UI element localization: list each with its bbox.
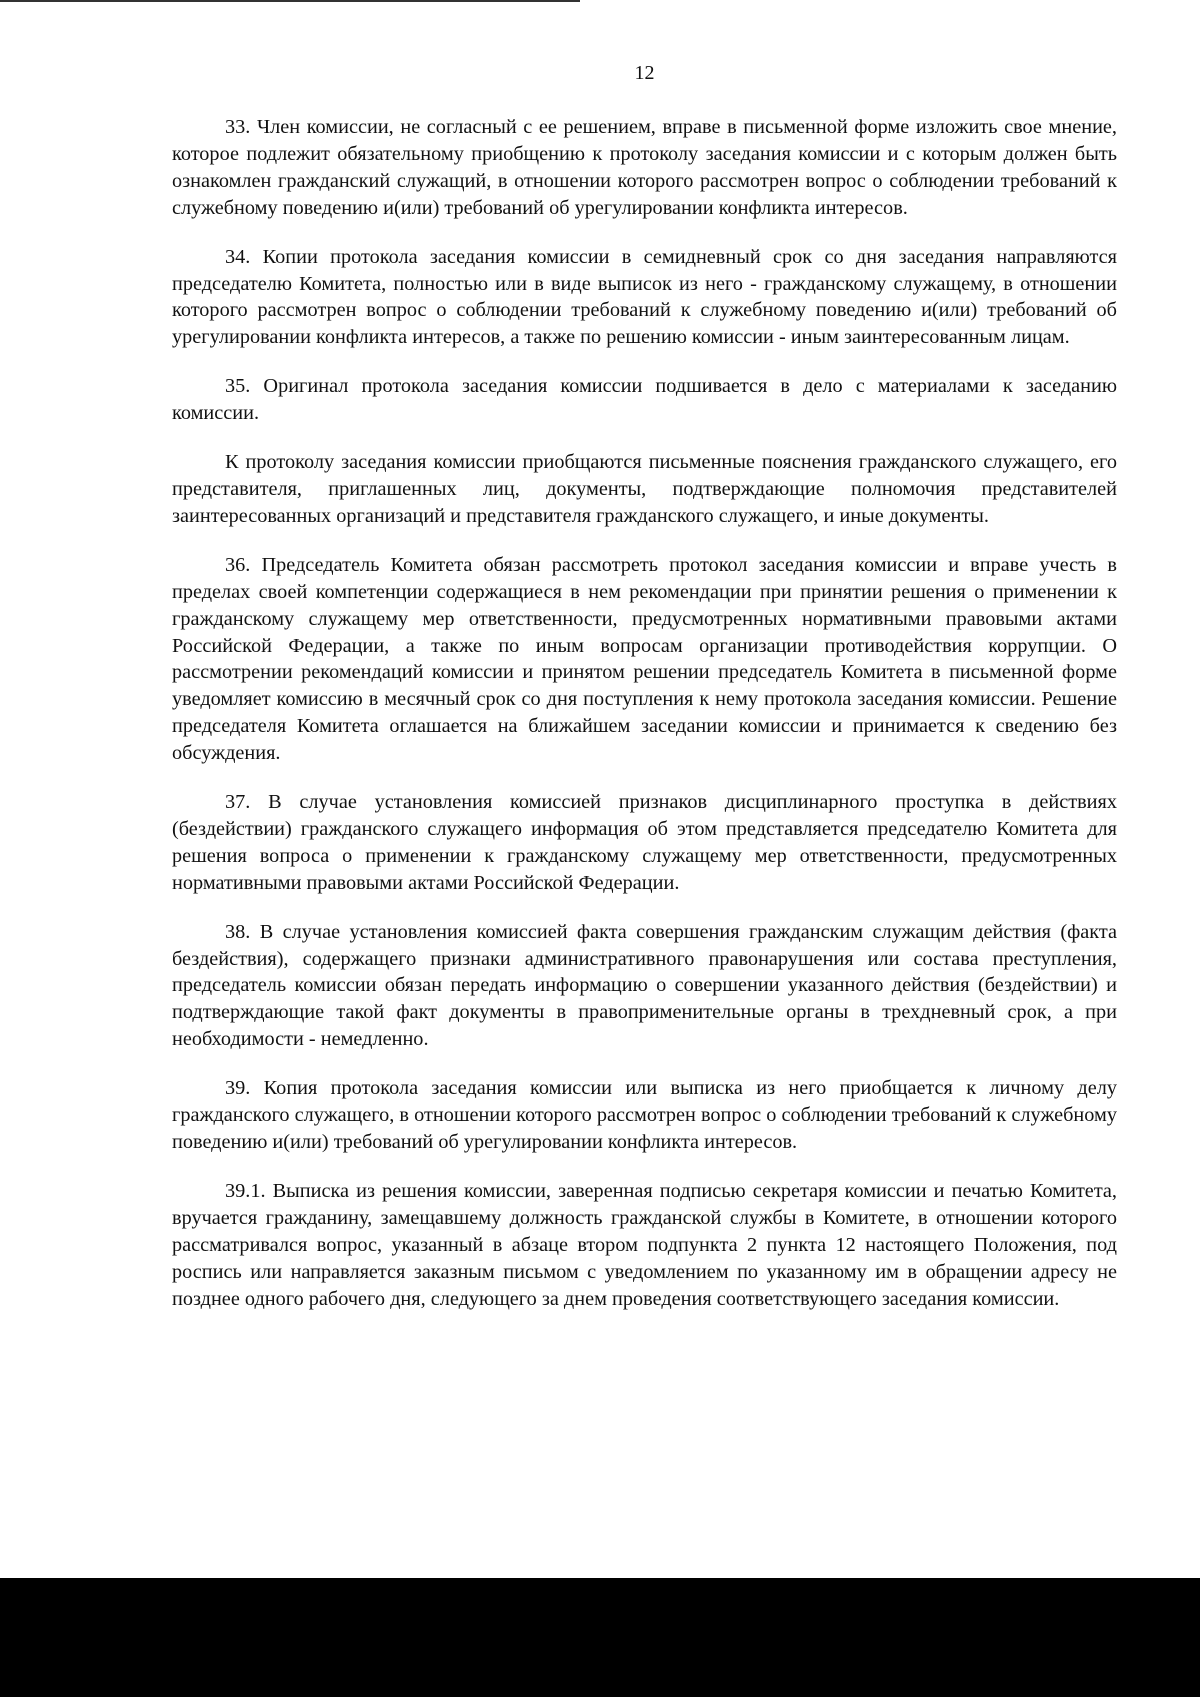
document-page bbox=[172, 60, 1117, 1334]
scan-bottom-band bbox=[0, 1578, 1200, 1697]
paragraph-36: 36. Председатель Комитета обязан рассмотреть протокол заседания комиссии и вправе учесть в пределах своей компетенции содержащиеся в нем рекомендации при принятии решения о применении к гражданскому служащему мер ответственности, предусмотренных нормативными правовыми актами Российской Федерации, а также по иным вопросам организации противодействия коррупции. О рассмотрении рекомендаций комиссии и принятом решении председатель Комитета в письменной форме уведомляет комиссию в месячный срок со дня поступления к нему протокола заседания комиссии. Решение председателя Комитета оглашается на ближайшем заседании комиссии и принимается к сведению без обсуждения. bbox=[172, 553, 1117, 765]
paragraph-34: 34. Копии протокола заседания комиссии в семидневный срок со дня заседания направляются председателю Комитета, полностью или в виде выписок из него - гражданскому служащему, в отношении которого рассмотрен вопрос о соблюдении требований к служебному поведению и(или) требований об урегулировании конфликта интересов, а также по решению комиссии - иным заинтересованным лицам. bbox=[172, 245, 1117, 349]
paragraph-38: 38. В случае установления комиссией факта совершения гражданским служащим действия (факта бездействия), содержащего признаки административного правонарушения или состава преступления, председатель комиссии обязан передать информацию о совершении указанного действия (бездействии) и подтверждающие такой факт документы в правоприменительные органы в трехдневный срок, а при необходимости - немедленно. bbox=[172, 920, 1117, 1051]
paragraph-37: 37. В случае установления комиссией признаков дисциплинарного проступка в действиях (бездействии) гражданского служащего информация об этом представляется председателю Комитета для решения вопроса о применении к гражданскому служащему мер ответственности, предусмотренных нормативными правовыми актами Российской Федерации. bbox=[172, 791, 1117, 894]
paragraph-35: 35. Оригинал протокола заседания комиссии подшивается в дело с материалами к заседанию комиссии. bbox=[172, 375, 1117, 425]
paragraph-39: 39. Копия протокола заседания комиссии или выписка из него приобщается к личному делу гражданского служащего, в отношении которого рассмотрен вопрос о соблюдении требований к служебному поведению и(или) требований об урегулировании конфликта интересов. bbox=[172, 1077, 1117, 1153]
paragraph-33: 33. Член комиссии, не согласный с ее решением, вправе в письменной форме изложить свое мнение, которое подлежит обязательному приобщению к протоколу заседания комиссии и с которым должен быть ознакомлен гражданский служащий, в отношении которого рассмотрен вопрос о соблюдении требований к служебному поведению и(или) требований об урегулировании конфликта интересов. bbox=[172, 116, 1117, 219]
paragraph-35-continued: К протоколу заседания комиссии приобщаются письменные пояснения гражданского служащего, его представителя, приглашенных лиц, документы, подтверждающие полномочия представителей заинтересованных организаций и представителя гражданского служащего, и иные документы. bbox=[172, 451, 1117, 527]
page-number: 12 bbox=[634, 62, 655, 84]
paragraph-39-1: 39.1. Выписка из решения комиссии, заверенная подписью секретаря комиссии и печатью Комитета, вручается гражданину, замещавшему должность гражданской службы в Комитете, в отношении которого рассматривался вопрос, указанный в абзаце втором подпункта 2 пункта 12 настоящего Положения, под роспись или направляется заказным письмом с уведомлением по указанному им в обращении адресу не позднее одного рабочего дня, следующего за днем проведения соответствующего заседания комиссии. bbox=[172, 1179, 1117, 1310]
scan-top-edge bbox=[0, 0, 580, 2]
